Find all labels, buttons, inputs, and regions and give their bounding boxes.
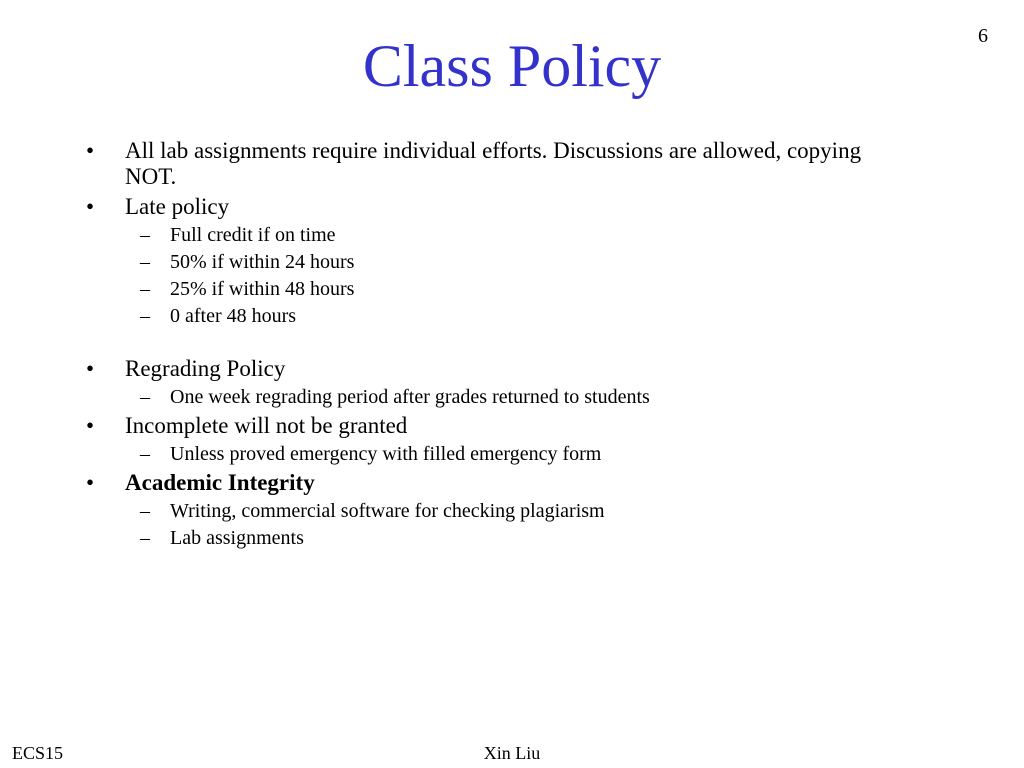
sub-marker: – bbox=[140, 527, 150, 549]
slide-title: Class Policy bbox=[362, 33, 662, 99]
sub-marker: – bbox=[140, 443, 150, 465]
bullet-text: Regrading Policy bbox=[125, 356, 286, 381]
sub-marker: – bbox=[140, 386, 150, 408]
sub-text: Full credit if on time bbox=[170, 224, 336, 246]
sub-item bbox=[86, 527, 886, 550]
slide-content bbox=[86, 138, 886, 554]
sub-text: One week regrading period after grades returned to students bbox=[170, 386, 650, 408]
sub-item bbox=[86, 443, 886, 466]
sub-marker: – bbox=[140, 251, 150, 273]
slide-number: 6 bbox=[978, 25, 988, 47]
footer-author: Xin Liu bbox=[483, 743, 541, 763]
bullet-item bbox=[86, 470, 886, 496]
bullet-item bbox=[86, 194, 886, 220]
bullet-marker: • bbox=[86, 356, 95, 381]
bullet-text: All lab assignments require individual efforts. Discussions are allowed, copying NOT. bbox=[125, 138, 862, 189]
sub-item bbox=[86, 251, 886, 274]
sub-item bbox=[86, 224, 886, 247]
sub-text: 50% if within 24 hours bbox=[170, 251, 355, 273]
bullet-text: Late policy bbox=[125, 194, 230, 219]
sub-text: Unless proved emergency with filled emergency form bbox=[170, 443, 602, 465]
sub-text: 0 after 48 hours bbox=[170, 305, 297, 327]
sub-marker: – bbox=[140, 500, 150, 522]
bullet-marker: • bbox=[86, 138, 95, 163]
sub-marker: – bbox=[140, 305, 150, 327]
bullet-marker: • bbox=[86, 413, 95, 438]
footer-course: ECS15 bbox=[12, 743, 64, 763]
sub-marker: – bbox=[140, 278, 150, 300]
sub-text: Lab assignments bbox=[170, 527, 304, 549]
sub-text: Writing, commercial software for checking plagiarism bbox=[170, 500, 605, 522]
sub-marker: – bbox=[140, 224, 150, 246]
bullet-item bbox=[86, 356, 886, 382]
bullet-marker: • bbox=[86, 194, 95, 219]
bullet-text: Incomplete will not be granted bbox=[125, 413, 408, 438]
bullet-marker: • bbox=[86, 470, 95, 495]
sub-text: 25% if within 48 hours bbox=[170, 278, 355, 300]
sub-item bbox=[86, 278, 886, 301]
bullet-item bbox=[86, 413, 886, 439]
bullet-text: Academic Integrity bbox=[125, 470, 315, 495]
sub-item bbox=[86, 500, 886, 523]
sub-item bbox=[86, 386, 886, 409]
bullet-item bbox=[86, 138, 886, 190]
sub-item bbox=[86, 305, 886, 328]
